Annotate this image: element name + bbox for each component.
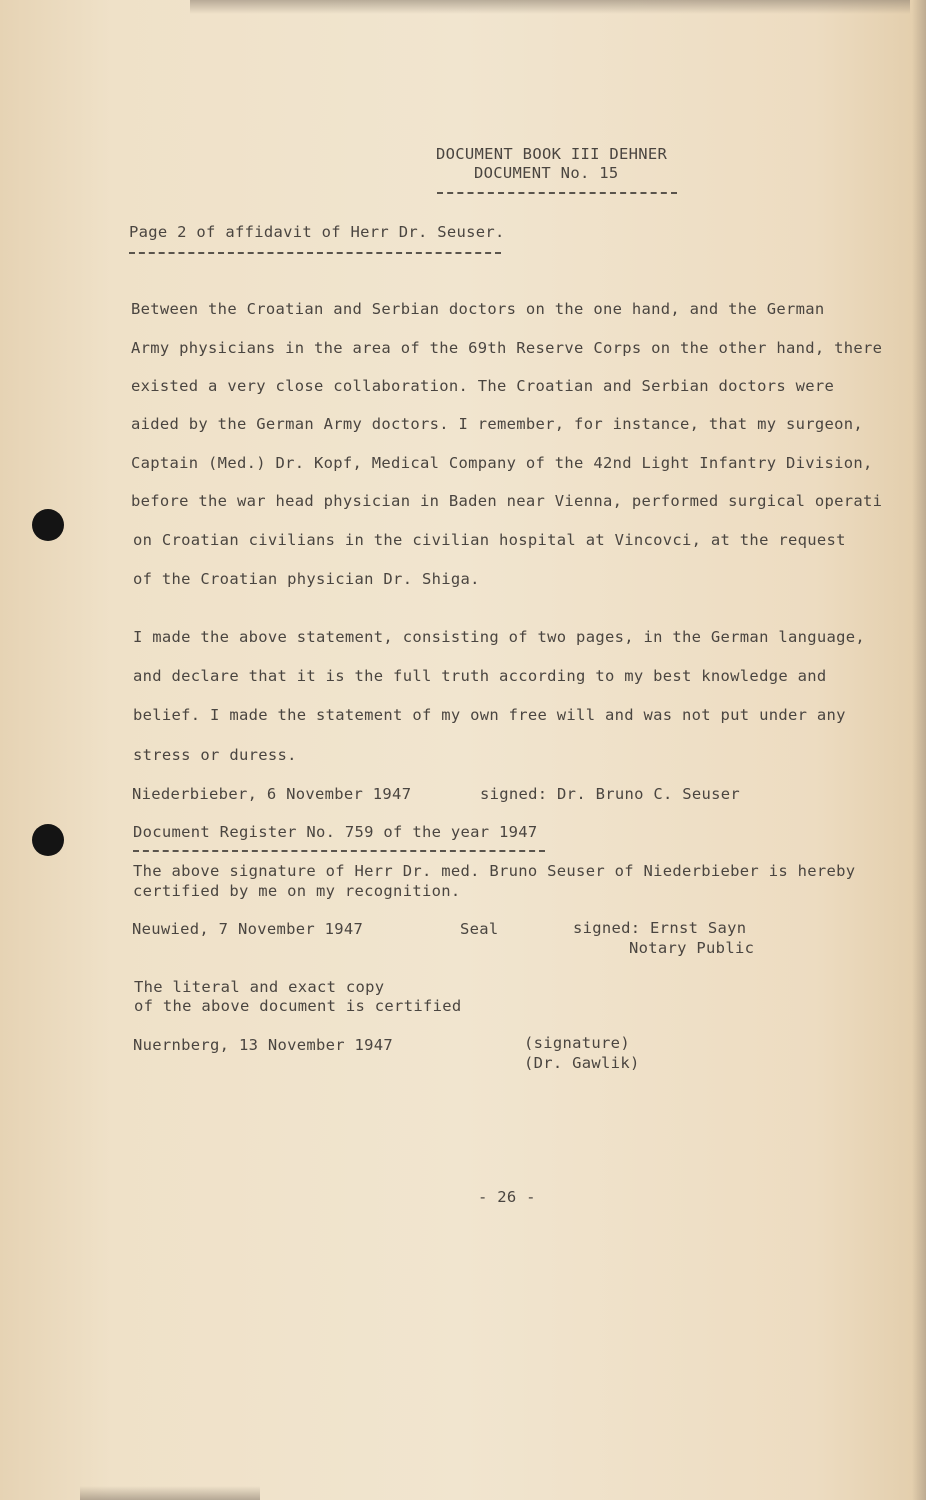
document-number: DOCUMENT No. 15 <box>474 164 619 182</box>
affiant-signature: signed: Dr. Bruno C. Seuser <box>480 785 741 803</box>
body-line: before the war head physician in Baden near Vienna, performed surgical operati <box>131 492 883 510</box>
document-register: Document Register No. 759 of the year 1947 <box>133 823 538 841</box>
punch-hole-lower <box>32 824 64 856</box>
statement-line: belief. I made the statement of my own free will and was not put under any <box>133 706 846 724</box>
notary-signature: signed: Ernst Sayn <box>573 919 747 937</box>
affiant-place-date: Niederbieber, 6 November 1947 <box>132 785 412 803</box>
copy-signature: (signature) <box>524 1034 630 1052</box>
header-divider <box>437 192 677 194</box>
notary-place-date: Neuwied, 7 November 1947 <box>132 920 364 938</box>
punch-hole-upper <box>32 509 64 541</box>
affidavit-subtitle: Page 2 of affidavit of Herr Dr. Seuser. <box>129 223 505 241</box>
statement-line: stress or duress. <box>133 746 297 764</box>
body-line: aided by the German Army doctors. I remember, for instance, that my surgeon, <box>131 415 864 433</box>
subtitle-divider <box>129 252 501 254</box>
copy-place-date: Nuernberg, 13 November 1947 <box>133 1036 394 1054</box>
body-line: of the Croatian physician Dr. Shiga. <box>133 570 480 588</box>
body-line: Army physicians in the area of the 69th Reserve Corps on the other hand, there <box>131 339 883 357</box>
document-book-title: DOCUMENT BOOK III DEHNER <box>436 145 668 163</box>
copy-signer-name: (Dr. Gawlik) <box>524 1054 640 1072</box>
statement-line: and declare that it is the full truth according to my best knowledge and <box>133 667 827 685</box>
page-bottom-edge-shadow <box>80 1486 260 1500</box>
notary-seal: Seal <box>460 920 499 938</box>
certification-line: The above signature of Herr Dr. med. Bruno Seuser of Niederbieber is hereby <box>133 862 856 880</box>
page-top-edge-shadow <box>190 0 910 14</box>
body-line: existed a very close collaboration. The Croatian and Serbian doctors were <box>131 377 835 395</box>
statement-line: I made the above statement, consisting of two pages, in the German language, <box>133 628 866 646</box>
page-right-edge-shadow <box>912 0 926 1500</box>
certification-line: certified by me on my recognition. <box>133 882 461 900</box>
page-number: - 26 - <box>478 1188 536 1206</box>
copy-certification-line: of the above document is certified <box>134 997 462 1015</box>
register-divider <box>133 850 545 852</box>
body-line: Between the Croatian and Serbian doctors on the one hand, and the German <box>131 300 825 318</box>
copy-certification-line: The literal and exact copy <box>134 978 385 996</box>
body-line: Captain (Med.) Dr. Kopf, Medical Company of the 42nd Light Infantry Division, <box>131 454 873 472</box>
body-line: on Croatian civilians in the civilian hospital at Vincovci, at the request <box>133 531 846 549</box>
notary-title: Notary Public <box>629 939 755 957</box>
